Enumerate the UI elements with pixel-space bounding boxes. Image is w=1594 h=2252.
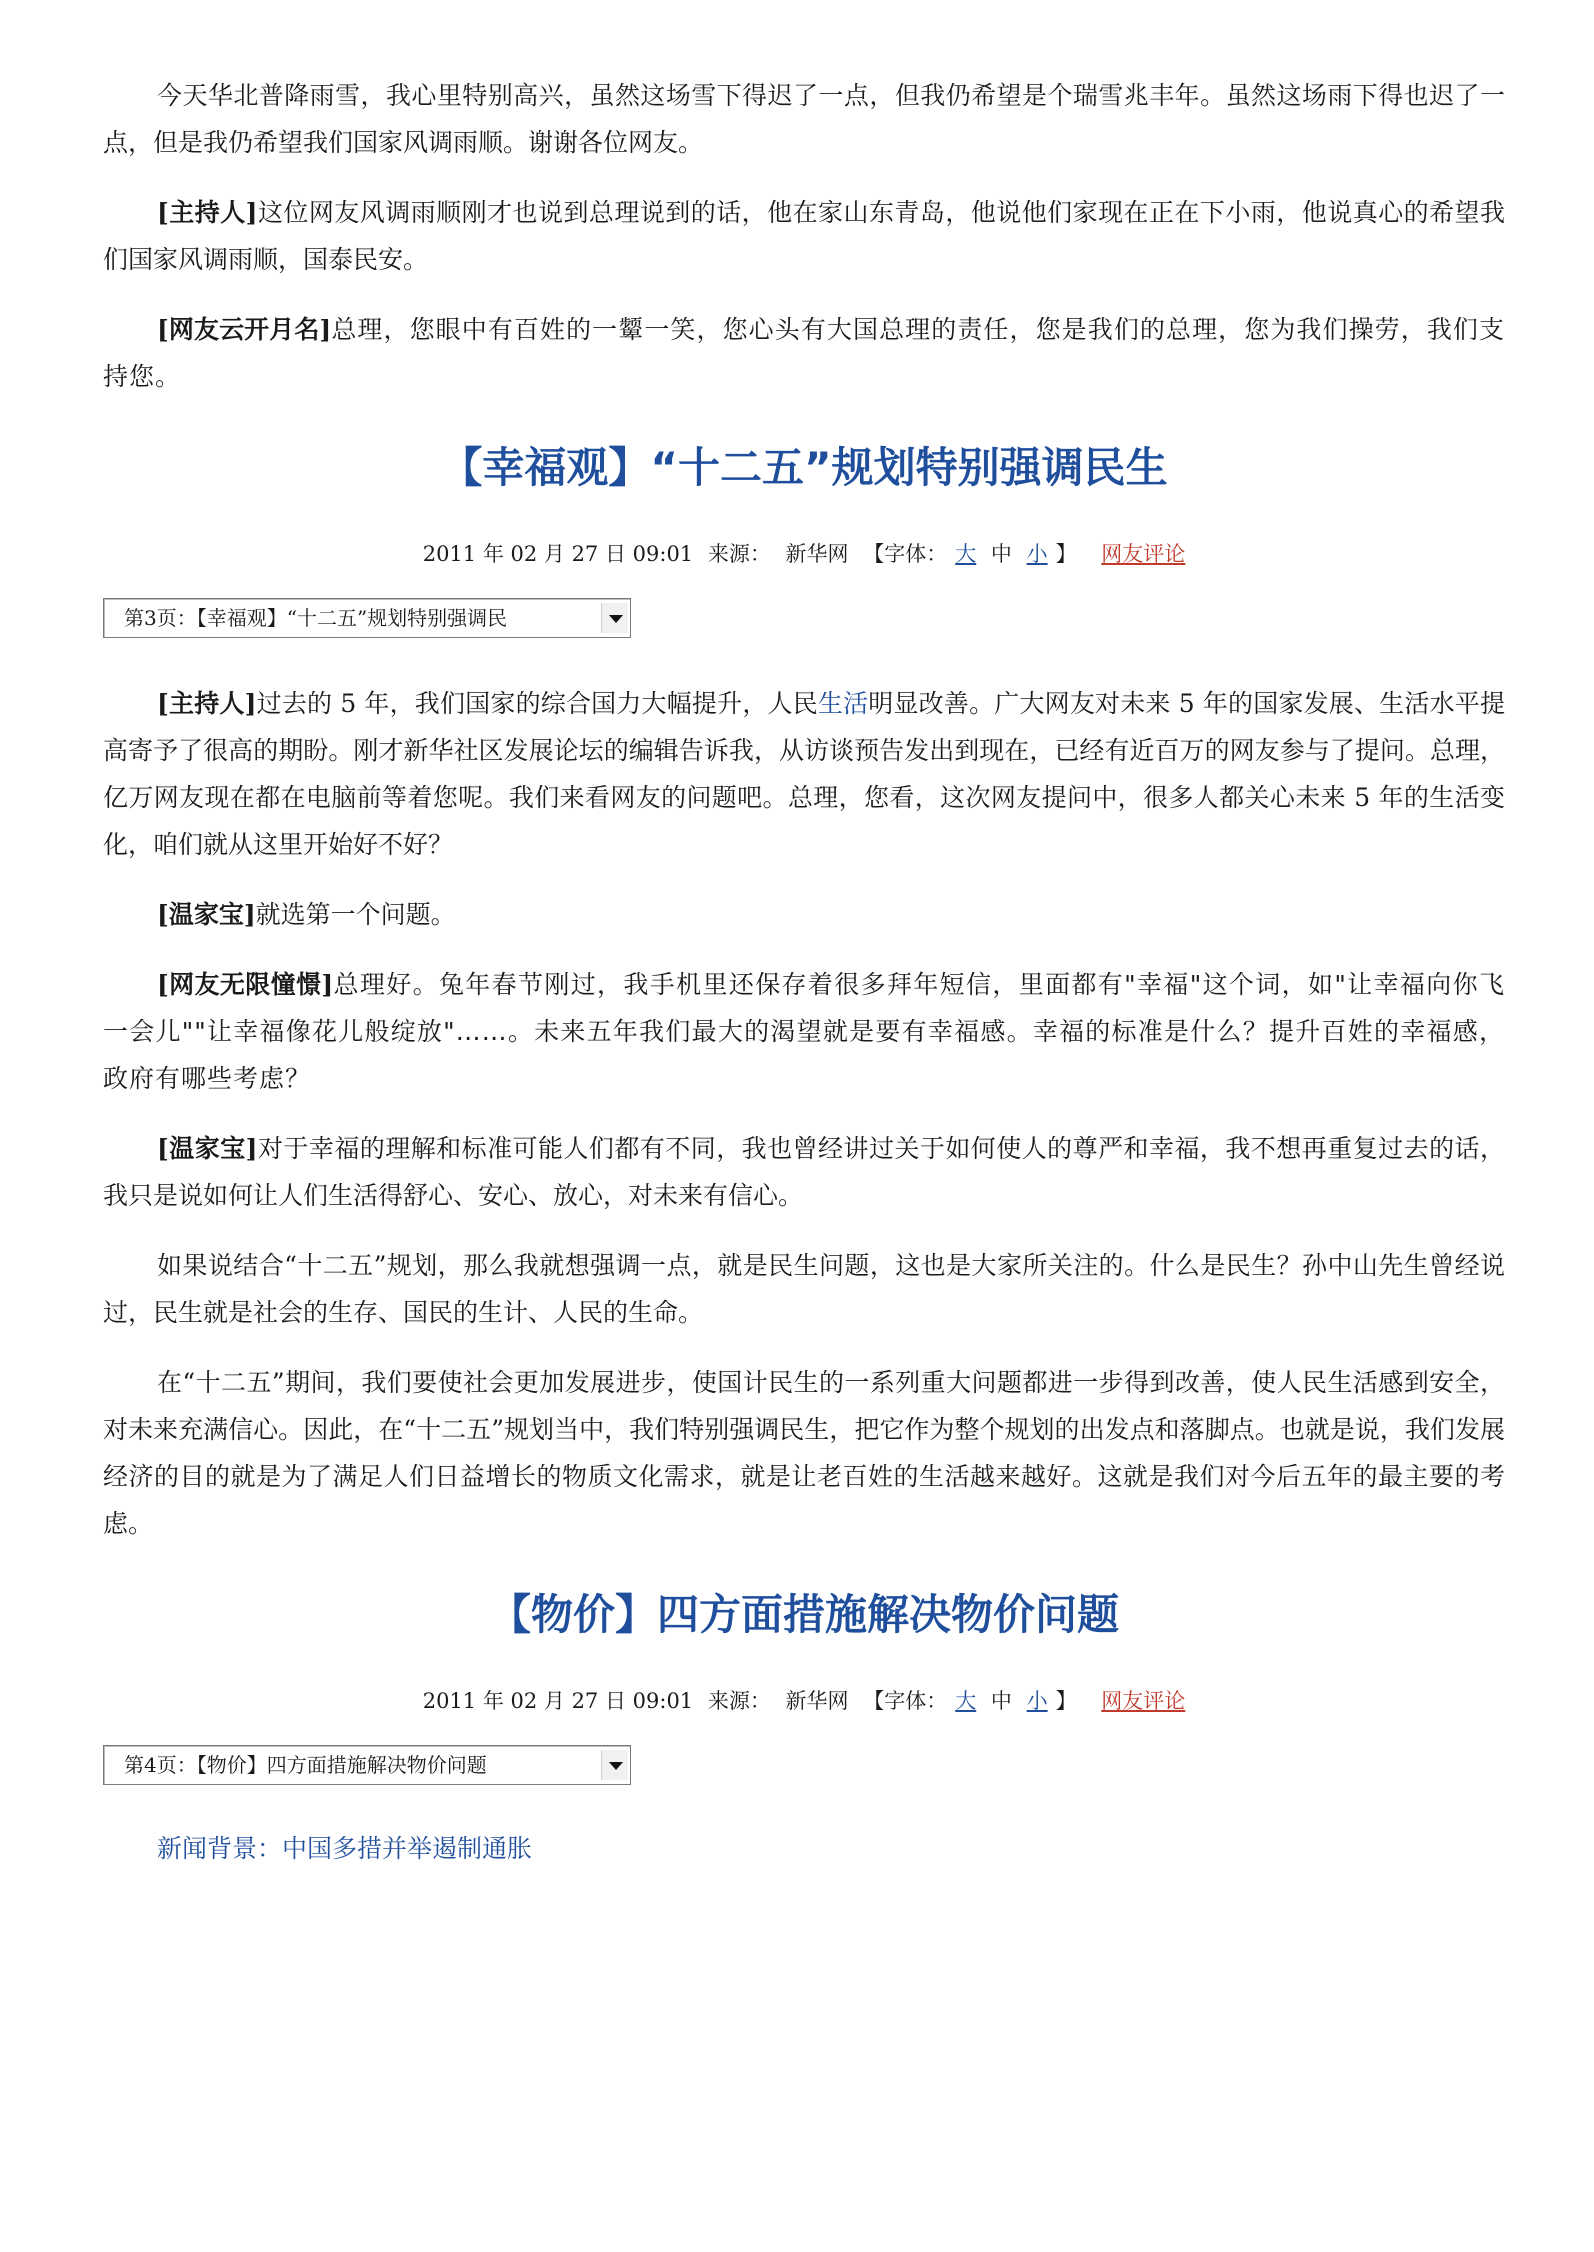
section-title: 【幸福观】“十二五”规划特别强调民生 — [440, 443, 1168, 492]
publish-date: 2011 年 02 月 27 日 09:01 — [422, 542, 694, 566]
article-page — [103, 72, 1505, 1872]
body-paragraph — [103, 891, 1505, 938]
body-paragraph — [103, 1125, 1505, 1219]
speaker-label: [网友无限憧憬] — [157, 970, 334, 999]
paragraph-text: 过去的 5 年，我们国家的综合国力大幅提升，人民 — [256, 689, 818, 718]
page-select[interactable] — [103, 598, 631, 638]
font-size-open: 【字体： — [863, 1689, 948, 1713]
intro-paragraph-2 — [103, 189, 1505, 283]
page-select-value: 第4页：【物价】四方面措施解决物价问题 — [124, 1753, 487, 1777]
speaker-label: [温家宝] — [157, 900, 256, 929]
source-label: 来源： — [707, 1689, 771, 1713]
font-large-link[interactable]: 大 — [955, 1689, 977, 1713]
comment-link[interactable]: 网友评论 — [1101, 542, 1186, 566]
inline-link[interactable]: 生活 — [817, 689, 869, 718]
paragraph-text: 就选第一个问题。 — [255, 900, 456, 929]
paragraph-text: 总理好。兔年春节刚过，我手机里还保存着很多拜年短信，里面都有"幸福"这个词，如"让幸福向你飞一会儿""让幸福像花儿般绽放"……。未来五年我们最大的渴望就是要有幸福感。幸福的标准是什么？提升百姓的幸福感，政府有哪些考虑？ — [103, 970, 1505, 1093]
source-name: 新华网 — [785, 1689, 849, 1713]
article-meta — [103, 536, 1505, 572]
paragraph-text: 明显改善。广大网友对未来 5 年的国家发展、生活水平提高寄予了很高的期盼。刚才新华社区发展论坛的编辑告诉我，从访谈预告发出到现在，已经有近百万的网友参与了提问。总理，亿万网友现在都在电脑前等着您呢。我们来看网友的问题吧。总理，您看，这次网友提问中，很多人都关心未来 5 年的生活变化，咱们就从这里开始好不好？ — [103, 689, 1505, 859]
page-select[interactable] — [103, 1745, 631, 1785]
article-meta — [103, 1683, 1505, 1719]
source-name: 新华网 — [785, 542, 849, 566]
comment-link[interactable]: 网友评论 — [1101, 1689, 1186, 1713]
paragraph-text: 对于幸福的理解和标准可能人们都有不同，我也曾经讲过关于如何使人的尊严和幸福，我不想再重复过去的话，我只是说如何让人们生活得舒心、安心、放心，对未来有信心。 — [103, 1134, 1505, 1210]
body-paragraph — [103, 680, 1505, 868]
speaker-label: [主持人] — [157, 689, 257, 718]
font-size-close: 】 — [1055, 1689, 1077, 1713]
font-large-link[interactable]: 大 — [955, 542, 977, 566]
body-paragraph: 如果说结合“十二五”规划，那么我就想强调一点，就是民生问题，这也是大家所关注的。什么是民生？孙中山先生曾经说过，民生就是社会的生存、国民的生计、人民的生命。 — [103, 1251, 1505, 1327]
font-size-close: 】 — [1055, 542, 1077, 566]
chevron-down-icon[interactable] — [601, 1750, 628, 1780]
font-size-open: 【字体： — [863, 542, 948, 566]
speaker-label: [温家宝] — [157, 1134, 258, 1163]
news-background-link[interactable]: 新闻背景：中国多措并举遏制通胀 — [157, 1834, 533, 1863]
paragraph-text: 这位网友风调雨顺刚才也说到总理说到的话，他在家山东青岛，他说他们家现在正在下小雨，他说真心的希望我们国家风调雨顺，国泰民安。 — [103, 198, 1505, 274]
publish-date: 2011 年 02 月 27 日 09:01 — [422, 1689, 694, 1713]
font-small-link[interactable]: 小 — [1026, 542, 1048, 566]
speaker-label: [主持人] — [157, 198, 258, 227]
font-medium-link[interactable]: 中 — [990, 542, 1012, 566]
paragraph-text: 总理，您眼中有百姓的一颦一笑，您心头有大国总理的责任，您是我们的总理，您为我们操劳，我们支持您。 — [103, 315, 1505, 391]
font-medium-link[interactable]: 中 — [990, 1689, 1012, 1713]
body-paragraph — [103, 961, 1505, 1102]
intro-paragraph-3 — [103, 306, 1505, 400]
source-label: 来源： — [707, 542, 771, 566]
section-title: 【物价】四方面措施解决物价问题 — [488, 1590, 1119, 1639]
intro-paragraph-1: 今天华北普降雨雪，我心里特别高兴，虽然这场雪下得迟了一点，但我仍希望是个瑞雪兆丰年。虽然这场雨下得也迟了一点，但是我仍希望我们国家风调雨顺。谢谢各位网友。 — [103, 81, 1505, 157]
body-paragraph: 在“十二五”期间，我们要使社会更加发展进步，使国计民生的一系列重大问题都进一步得到改善，使人民生活感到安全，对未来充满信心。因此，在“十二五”规划当中，我们特别强调民生，把它作为整个规划的出发点和落脚点。也就是说，我们发展经济的目的就是为了满足人们日益增长的物质文化需求，就是让老百姓的生活越来越好。这就是我们对今后五年的最主要的考虑。 — [103, 1368, 1505, 1538]
speaker-label: [网友云开月名] — [157, 315, 332, 344]
page-select-value: 第3页：【幸福观】“十二五”规划特别强调民 — [124, 606, 508, 630]
font-small-link[interactable]: 小 — [1026, 1689, 1048, 1713]
chevron-down-icon[interactable] — [601, 603, 628, 633]
